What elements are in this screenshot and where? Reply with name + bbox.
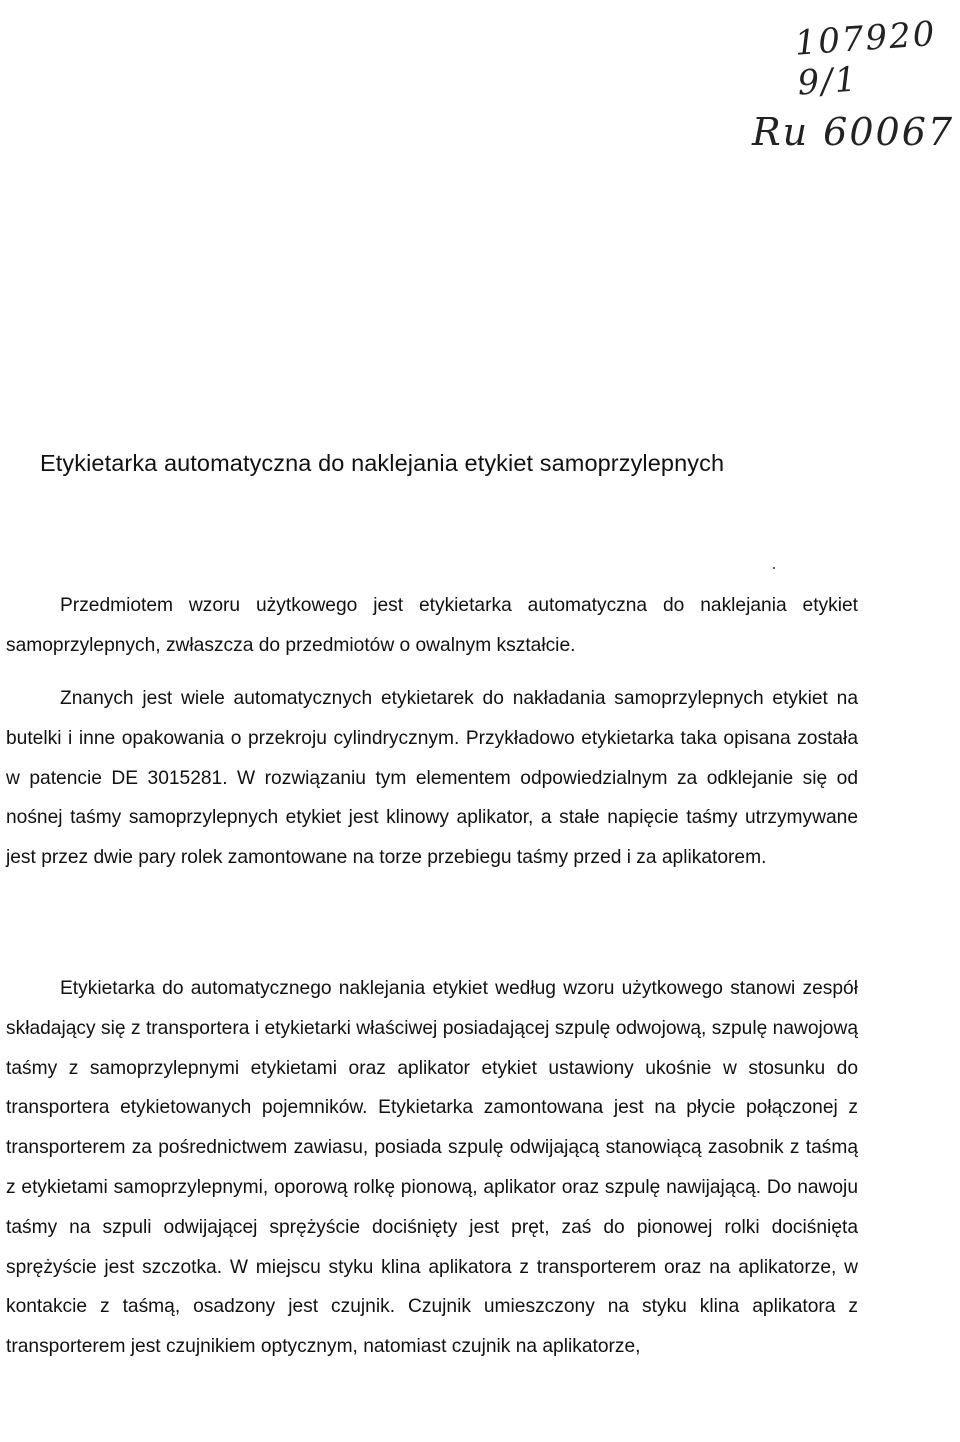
handwritten-reference-number: 107920 9/1	[793, 13, 938, 104]
document-title: Etykietarka automatyczna do naklejania etykiet samoprzylepnych	[40, 450, 725, 476]
paragraph-1	[6, 586, 858, 666]
paragraph-text: Etykietarka do automatycznego naklejania etykiet według wzoru użytkowego stanowi zespół składający się z transportera i etykietarki właściwej posiadającej szpulę odwojową, szpulę nawojową taśmy z samoprzylepnymi etykietami oraz aplikator etykiet ustawiony ukośnie w stosunku do transportera etykietowanych pojemników. Etykietarka zamontowana jest na płycie połączonej z transporterem za pośrednictwem zawiasu, posiada szpulę odwijającą stanowiącą zasobnik z taśmą z etykietami samoprzylepnymi, oporową rolkę pionową, aplikator oraz szpulę nawijającą. Do nawoju taśmy na szpuli odwijającej sprężyście dociśnięty jest pręt, zaś do pionowej rolki dociśnięta sprężyście jest szczotka. W miejscu styku klina aplikatora z transporterem oraz na aplikatorze, w kontakcie z taśmą, osadzony jest czujnik. Czujnik umieszczony na styku klina aplikatora z transporterem jest czujnikiem optycznym, natomiast czujnik na aplikatorze,	[6, 978, 858, 1358]
handwritten-code: Ru 60067	[752, 110, 955, 154]
paragraph-2	[6, 679, 858, 878]
paragraph-3	[6, 969, 858, 1367]
paragraph-text: Przedmiotem wzoru użytkowego jest etykietarka automatyczna do naklejania etykiet samoprzylepnych, zwłaszcza do przedmiotów o owalnym kształcie.	[6, 595, 858, 656]
paragraph-text: Znanych jest wiele automatycznych etykietarek do nakładania samoprzylepnych etykiet na butelki i inne opakowania o przekroju cylindrycznym. Przykładowo etykietarka taka opisana została w patencie DE 3015281. W rozwiązaniu tym elementem odpowiedzialnym za odklejanie się od nośnej taśmy samoprzylepnych etykiet jest klinowy aplikator, a stałe napięcie taśmy utrzymywane jest przez dwie pary rolek zamontowane na torze przebiegu taśmy przed i za aplikatorem.	[6, 688, 858, 869]
scan-dot	[773, 567, 775, 569]
